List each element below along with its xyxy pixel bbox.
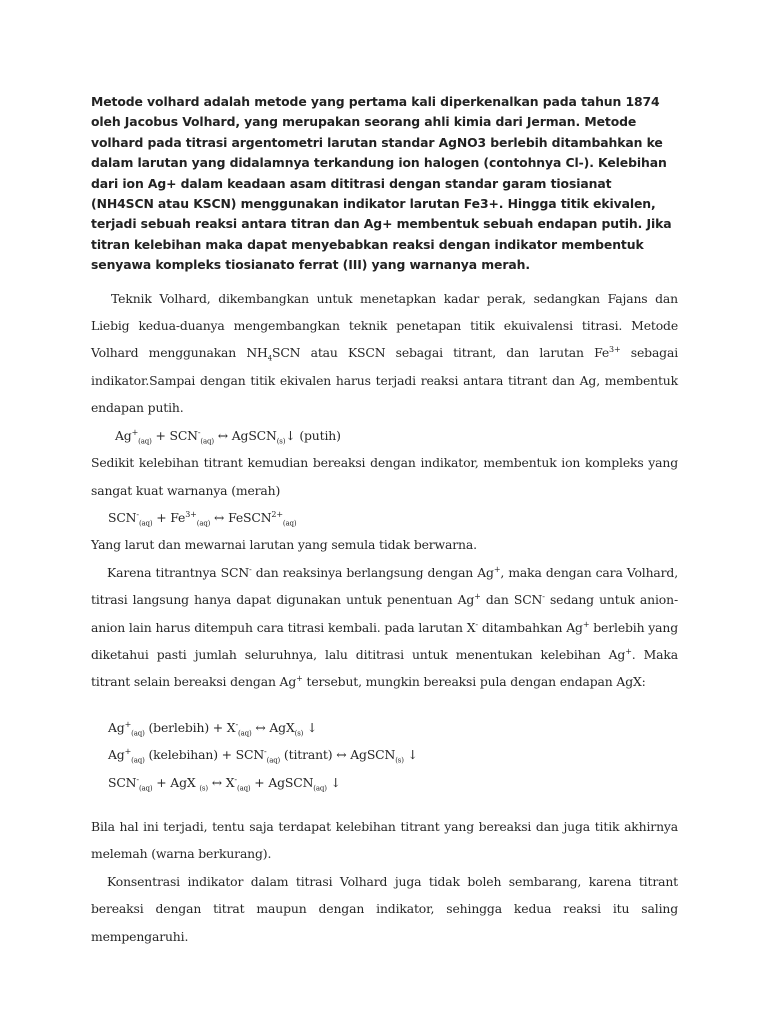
eq5-text-a: + AgX: [152, 774, 200, 790]
p4-sup-7: +: [625, 646, 632, 656]
eq3-text-b: ↔ AgX: [251, 719, 295, 735]
eq2-sup-fescn: 2+: [271, 509, 283, 519]
paragraph-excess-titrant: Sedikit kelebihan titrant kemudian bereaksi dengan indikator, membentuk ion kompleks yang sangat kuat warnanya (merah): [91, 455, 678, 498]
eq2-arrow: ↔ FeSCN: [210, 509, 272, 525]
eq4-text-a: (kelebihan) + SCN: [144, 747, 265, 763]
eq4-text-b: (titrant) ↔ AgSCN: [280, 747, 396, 763]
eq2-fe: + Fe: [152, 509, 186, 525]
eq3-sup-minus: -: [235, 719, 239, 729]
eq1-ag: Ag: [115, 427, 132, 443]
eq3-sup-plus: +: [124, 719, 132, 729]
equation-agscn-precipitate: [91, 422, 678, 449]
eq3-sub-s: (s): [294, 729, 304, 738]
eq4-ag: Ag: [108, 747, 125, 763]
p4-text-f: ditambahkan Ag: [477, 619, 583, 635]
body-section: [91, 285, 678, 950]
eq5-text-b: ↔ X: [207, 774, 235, 790]
equation-excess-ag-scn: [108, 741, 678, 768]
eq2-sub-aq1: (aq): [138, 519, 153, 528]
eq2-sub-aq3: (aq): [282, 519, 297, 528]
eq1-sub-s: (s): [276, 437, 286, 446]
equation-block: [91, 714, 678, 796]
p1-superscript: 3+: [609, 345, 621, 355]
p4-text-b: dan reaksinya berlangsung dengan Ag: [251, 564, 494, 580]
eq3-ag: Ag: [108, 719, 125, 735]
p4-sup-1: -: [249, 564, 252, 574]
eq1-sub-aq1: (aq): [138, 437, 152, 446]
paragraph-volhard-technique: [91, 285, 678, 422]
p4-text-d: dan SCN: [480, 592, 543, 608]
eq1-sup-minus: -: [197, 427, 201, 437]
eq5-sub-s: (s): [199, 784, 208, 793]
p1-text-b: SCN atau KSCN sebagai titrant, dan larutan Fe: [272, 345, 610, 361]
eq4-sub-aq2: (aq): [266, 756, 281, 765]
paragraph-dissolve-color: Yang larut dan mewarnai larutan yang semula tidak berwarna.: [91, 537, 477, 553]
eq2-sup-minus: -: [136, 509, 139, 519]
p4-sup-3: +: [474, 592, 481, 601]
eq5-text-c: + AgSCN: [250, 774, 314, 790]
eq1-sub-aq2: (aq): [200, 437, 214, 446]
eq1-mid: + SCN: [151, 427, 198, 443]
eq4-sup-plus: +: [124, 747, 132, 757]
eq2-sup-fe: 3+: [185, 509, 197, 519]
p4-sup-4: -: [542, 592, 545, 601]
p4-sup-2: +: [493, 564, 501, 574]
eq5-text-d: ↓: [326, 774, 341, 790]
eq1-arrow: ↔ AgSCN: [213, 427, 277, 443]
eq3-sub-aq2: (aq): [238, 729, 252, 738]
eq2-sub-aq2: (aq): [196, 519, 211, 528]
eq2-scn: SCN: [108, 509, 137, 525]
eq3-sub-aq1: (aq): [131, 729, 145, 738]
paragraph-endpoint-weakens: Bila hal ini terjadi, tentu saja terdapat kelebihan titrant yang bereaksi dan juga titik akhirnya melemah (warna berkurang).: [91, 818, 678, 862]
p1-subscript: 4: [267, 354, 273, 363]
eq1-sup-plus: +: [131, 427, 139, 437]
p4-sup-6: +: [582, 619, 590, 629]
p4-sup-5: -: [475, 619, 478, 629]
paragraph-indicator-concentration: Konsentrasi indikator dalam titrasi Volhard juga tidak boleh sembarang, karena titrant bereaksi dengan titrat maupun dengan indikator, sehingga kedua reaksi itu saling mempengaruhi.: [91, 873, 678, 944]
p1-text-c: sebagai indikator.Sampai dengan titik ekivalen harus terjadi reaksi antara titrant dan Ag, membentuk endapan putih.: [91, 345, 679, 416]
intro-paragraph: Metode volhard adalah metode yang pertama kali diperkenalkan pada tahun 1874 oleh Jacobus Volhard, yang merupakan seorang ahli kimia dari Jerman. Metode volhard pada titrasi argentometri larutan standar AgNO3 berlebih ditambahkan ke dalam larutan yang didalamnya terkandung ion halogen (contohnya Cl-). Kelebihan dari ion Ag+ dalam keadaan asam dititrasi dengan standar garam tiosianat (NH4SCN atau KSCN) menggunakan indikator larutan Fe3+. Hingga titik ekivalen, terjadi sebuah reaksi antara titran dan Ag+ membentuk sebuah endapan putih. Jika titran kelebihan maka dapat menyebabkan reaksi dengan indikator membentuk senyawa kompleks tiosianato ferrat (III) yang warnanya merah.: [91, 94, 672, 273]
eq5-sup-minus: -: [136, 774, 139, 784]
p4-text-i: tersebut, mungkin bereaksi pula dengan endapan AgX:: [302, 674, 646, 690]
eq3-text-c: ↓: [303, 719, 318, 735]
equation-fescn-complex: [91, 504, 678, 531]
eq5-scn: SCN: [108, 774, 137, 790]
eq1-tail: ↓ (putih): [285, 427, 341, 443]
p4-text-c: , maka dengan cara Volhard, titrasi langsung hanya dapat digunakan untuk penentuan Ag: [91, 564, 678, 608]
eq5-sub-aq1: (aq): [138, 784, 153, 793]
p4-text-g: berlebih yang diketahui pasti jumlah seluruhnya, lalu dititrasi untuk menentukan kelebihan Ag: [91, 619, 678, 662]
eq4-sub-aq1: (aq): [131, 756, 145, 765]
eq5-sub-aq2: (aq): [236, 784, 251, 793]
eq3-text-a: (berlebih) + X: [144, 719, 236, 735]
eq5-sup-minus2: -: [234, 774, 237, 784]
eq5-sub-aq3: (aq): [313, 784, 327, 793]
paragraph-back-titration: [91, 559, 678, 696]
eq4-text-c: ↓: [403, 747, 418, 763]
p4-text-e: sedang untuk anion-anion lain harus ditempuh cara titrasi kembali. pada larutan X: [91, 592, 678, 635]
p1-text-a: Teknik Volhard, dikembangkan untuk menetapkan kadar perak, sedangkan Fajans dan Liebig kedua-duanya mengembangkan teknik penetapan titik ekuivalensi titrasi. Metode Volhard menggunakan NH: [91, 290, 678, 361]
equation-scn-agx-exchange: [108, 769, 678, 796]
p4-sup-8: +: [296, 674, 303, 684]
eq4-sub-s: (s): [395, 756, 404, 765]
p4-text-h: . Maka titrant selain bereaksi dengan Ag: [91, 646, 679, 690]
document-page: [91, 92, 678, 950]
eq4-sup-minus: -: [264, 747, 267, 757]
equation-agx-precipitate: [108, 714, 678, 741]
p4-text-a: Karena titrantnya SCN: [107, 564, 250, 580]
